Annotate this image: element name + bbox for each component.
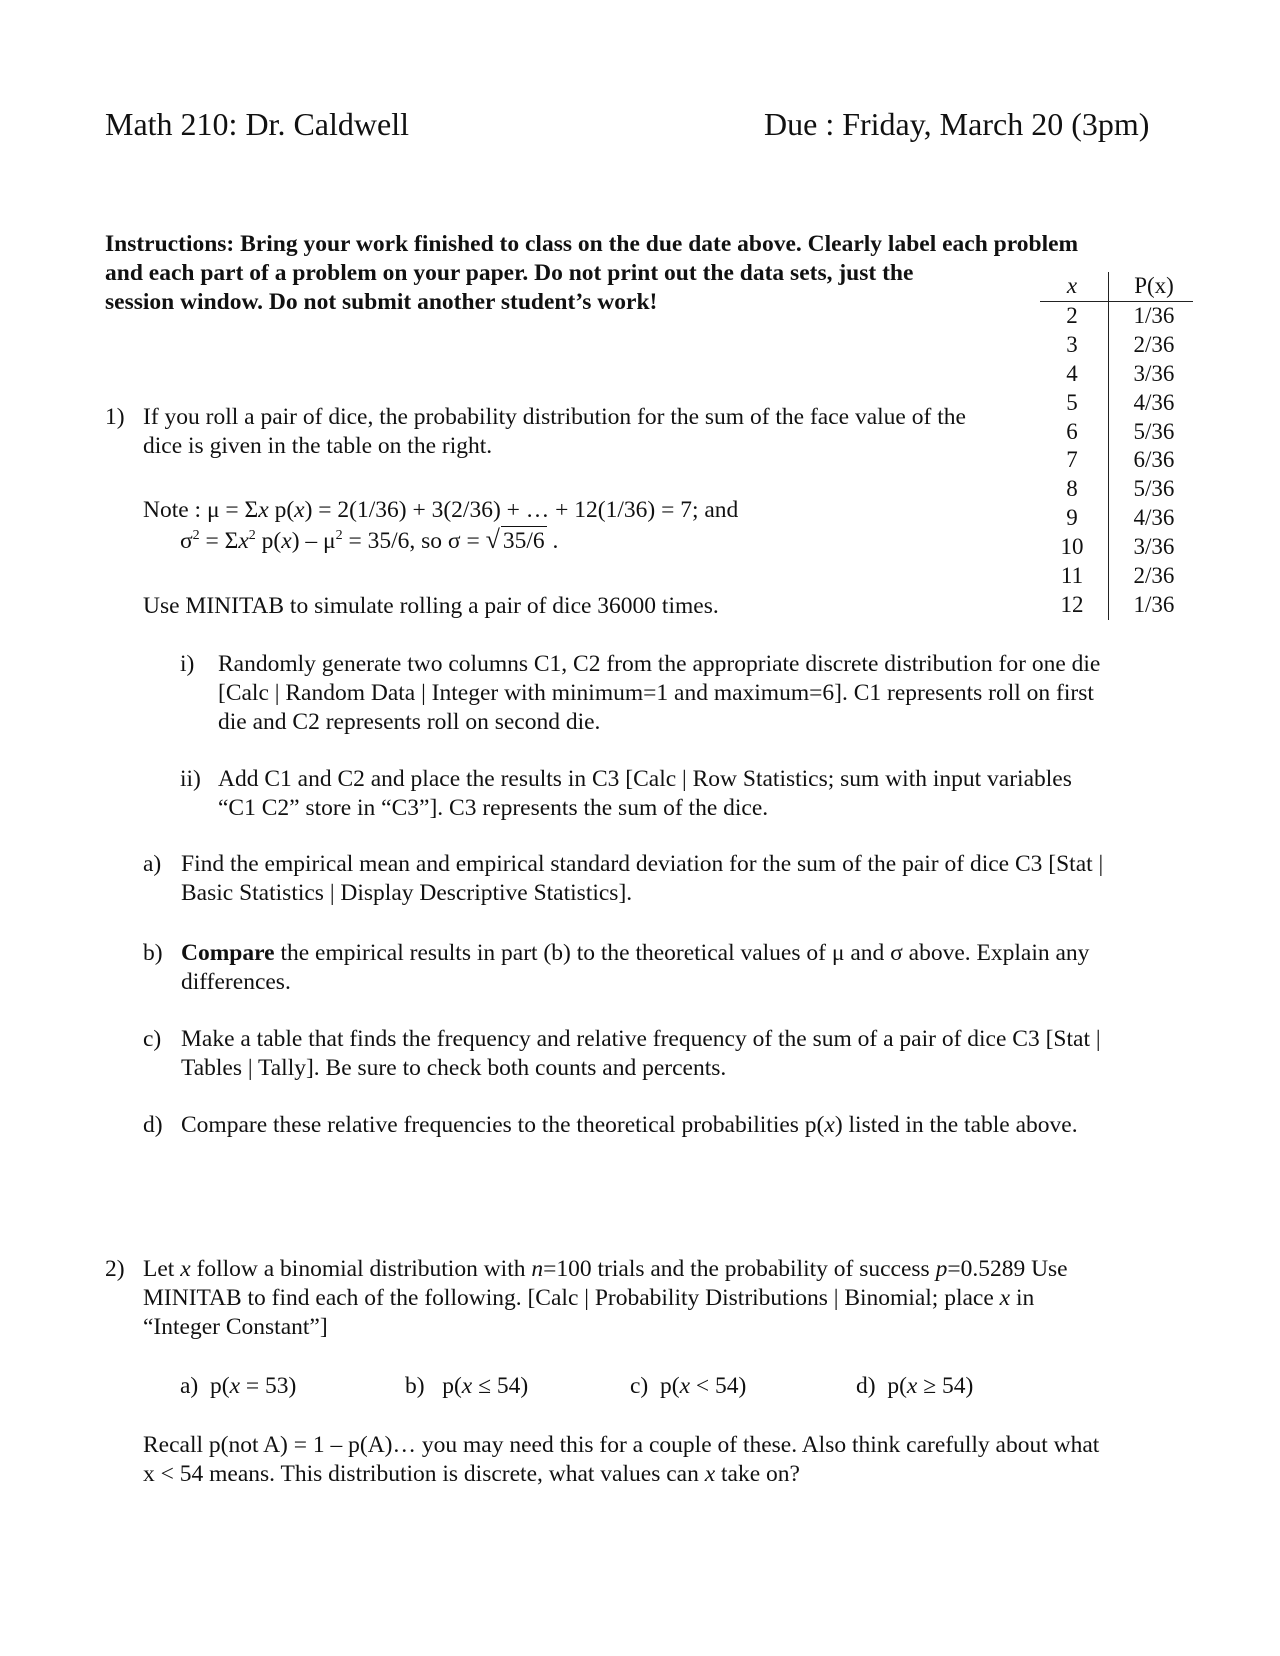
mean-formula [143,496,738,525]
formula-part: σ [180,528,193,554]
problem-2-line: “Integer Constant”] [143,1314,328,1340]
p-value: 2/36 [1133,331,1175,357]
p-value: 2/36 [1133,563,1175,589]
option-label: c) [630,1373,649,1399]
p-value: 3/36 [1133,360,1175,386]
step-line: [Calc | Random Data | Integer with minimum=1 and maximum=6]. C1 represents roll on first [218,680,1094,706]
recall-line: Recall p(not A) = 1 – p(A)… you may need this for a couple of these. Also think carefully about what [143,1432,1100,1458]
p-column-header: P(x) [1109,272,1194,301]
use-minitab-text: Use MINITAB to simulate rolling a pair of dice 36000 times. [143,593,719,619]
fragment: ≥ 54) [917,1373,974,1399]
fragment: x [704,1461,716,1487]
emphasis: Compare [181,940,275,966]
part-fragment: x [824,1112,835,1138]
fragment: x [461,1373,473,1399]
option-c [630,1373,746,1400]
table-row [1040,591,1193,620]
variance-formula [180,525,558,556]
table-row [1040,562,1193,591]
fragment: x [906,1373,918,1399]
part-line: Find the empirical mean and empirical standard deviation for the sum of the pair of dice C3 [Stat | [181,851,1104,877]
problem-1-line: dice is given in the table on the right. [143,433,493,459]
instructions-line: Instructions: Bring your work finished to class on the due date above. Clearly label each problem [105,231,1079,257]
table-row [1040,475,1193,504]
x-value: 9 [1040,504,1109,533]
p-value: 1/36 [1133,302,1175,328]
x-column-header: x [1040,272,1109,301]
step-i-text [218,650,1100,737]
part-fragment: ) listed in the table above. [834,1112,1078,1138]
p-value: 4/36 [1133,389,1175,415]
step-line: die and C2 represents roll on second die. [218,709,601,735]
part-line: Make a table that finds the frequency and relative frequency of the sum of a pair of dice C3 [Stat | [181,1026,1101,1052]
problem-2-line [143,1284,1068,1313]
step-i-label: i) [180,651,195,677]
part-a-text [181,850,1103,908]
fragment: follow a binomial distribution with [190,1256,532,1282]
instructions-line: and each part of a problem on your paper. Do not print out the data sets, just the [105,260,914,286]
table-row [1040,446,1193,475]
formula-part: 2 [192,528,200,543]
p-value: 3/36 [1133,534,1175,560]
fragment: ≤ 54) [472,1373,529,1399]
problem-2-number: 2) [105,1256,125,1282]
p-value: 1/36 [1133,591,1175,617]
fragment: x [180,1256,191,1282]
due-date: Due : Friday, March 20 (3pm) [764,106,1150,142]
part-c-text [181,1025,1101,1083]
fragment: p( [442,1373,462,1399]
fragment: take on? [715,1461,800,1487]
step-ii-text [218,765,1072,823]
table-row [1040,418,1193,447]
x-value: 4 [1040,360,1109,389]
fragment: p( [210,1373,230,1399]
fragment: x [999,1285,1011,1311]
sqrt-radicand: 35/6 [502,528,545,554]
formula-part: 2 [335,528,343,543]
option-label: d) [856,1373,876,1399]
option-a [180,1373,296,1400]
x-value: 5 [1040,389,1109,418]
fragment: = 53) [240,1373,297,1399]
part-fragment: the empirical results in part (b) to the theoretical values of μ and σ above. Explain any [274,940,1090,966]
problem-1-number: 1) [105,404,125,430]
dice-distribution-table [1040,272,1193,620]
instructions-line: session window. Do not submit another student’s work! [105,289,658,315]
part-b-label: b) [143,940,163,966]
part-a-label: a) [143,851,162,877]
fragment: Let [143,1256,181,1282]
table-row [1040,301,1193,330]
problem-1-intro [143,403,966,461]
course-title: Math 210: Dr. Caldwell [105,106,409,142]
p-value: 6/36 [1133,447,1175,473]
x-value: 3 [1040,331,1109,360]
option-label: a) [180,1373,199,1399]
formula-part: x [281,528,292,554]
x-value: 10 [1040,533,1109,562]
table-row [1040,504,1193,533]
p-value: 5/36 [1133,418,1175,444]
x-value: 11 [1040,562,1109,591]
step-line: Randomly generate two columns C1, C2 from the appropriate discrete distribution for one die [218,651,1101,677]
problem-1-line: If you roll a pair of dice, the probability distribution for the sum of the face value of the [143,404,966,430]
formula-part: ) = 2(1/36) + 3(2/36) + … + 12(1/36) = 7; and [304,497,739,523]
option-d [856,1373,973,1400]
table-row [1040,360,1193,389]
table-row [1040,331,1193,360]
problem-2-line [143,1255,1068,1284]
fragment: p( [887,1373,907,1399]
fragment: =0.5289 Use [947,1256,1068,1282]
fragment: n [531,1256,544,1282]
formula-part: ) – μ [291,528,336,554]
fragment: =100 trials and the probability of success [543,1256,936,1282]
part-d-text [181,1111,1078,1140]
step-ii-label: ii) [180,766,201,792]
fragment: < 54) [690,1373,747,1399]
fragment: p( [660,1373,680,1399]
option-label: b) [405,1373,425,1399]
formula-part: Note : μ = Σ [143,497,259,523]
formula-part: x [258,497,269,523]
part-d-label: d) [143,1112,163,1138]
formula-part: 2 [248,528,256,543]
step-line: Add C1 and C2 and place the results in C3 [Calc | Row Statistics; sum with input variables [218,766,1072,792]
problem-2-intro [143,1255,1068,1342]
x-value: 12 [1040,591,1109,620]
fragment: p [935,1256,948,1282]
fragment: in [1010,1285,1035,1311]
p-value: 4/36 [1133,505,1175,531]
p-value: 5/36 [1133,476,1175,502]
table-row [1040,533,1193,562]
x-value: 8 [1040,475,1109,504]
table-row [1040,389,1193,418]
x-value: 2 [1040,301,1109,330]
x-value: 6 [1040,418,1109,447]
fragment: x < 54 means. This distribution is discrete, what values can [143,1461,705,1487]
formula-part: p( [255,528,282,554]
part-line [181,939,1089,968]
fragment: x [229,1373,241,1399]
part-line: Basic Statistics | Display Descriptive Statistics]. [181,880,633,906]
part-line: differences. [181,969,291,995]
sqrt-expression [486,525,547,556]
formula-part: = 35/6, so σ = [342,528,480,554]
fragment: x [679,1373,691,1399]
part-b-text [181,939,1089,997]
step-line: “C1 C2” store in “C3”]. C3 represents the sum of the dice. [218,795,769,821]
part-fragment: Compare these relative frequencies to the theoretical probabilities p( [181,1112,825,1138]
option-b [405,1373,528,1400]
part-line: Tables | Tally]. Be sure to check both counts and percents. [181,1055,727,1081]
part-c-label: c) [143,1026,162,1052]
formula-part: p( [268,497,295,523]
formula-part: . [546,528,559,554]
formula-part: x [294,497,305,523]
x-value: 7 [1040,446,1109,475]
formula-part: x [238,528,249,554]
table-header-row [1040,272,1193,301]
recall-line [143,1460,1099,1489]
recall-note [143,1431,1099,1489]
formula-part: = Σ [199,528,239,554]
fragment: MINITAB to find each of the following. [Calc | Probability Distributions | Binomial; place [143,1285,1000,1311]
sqrt-symbol: √ [485,525,500,554]
